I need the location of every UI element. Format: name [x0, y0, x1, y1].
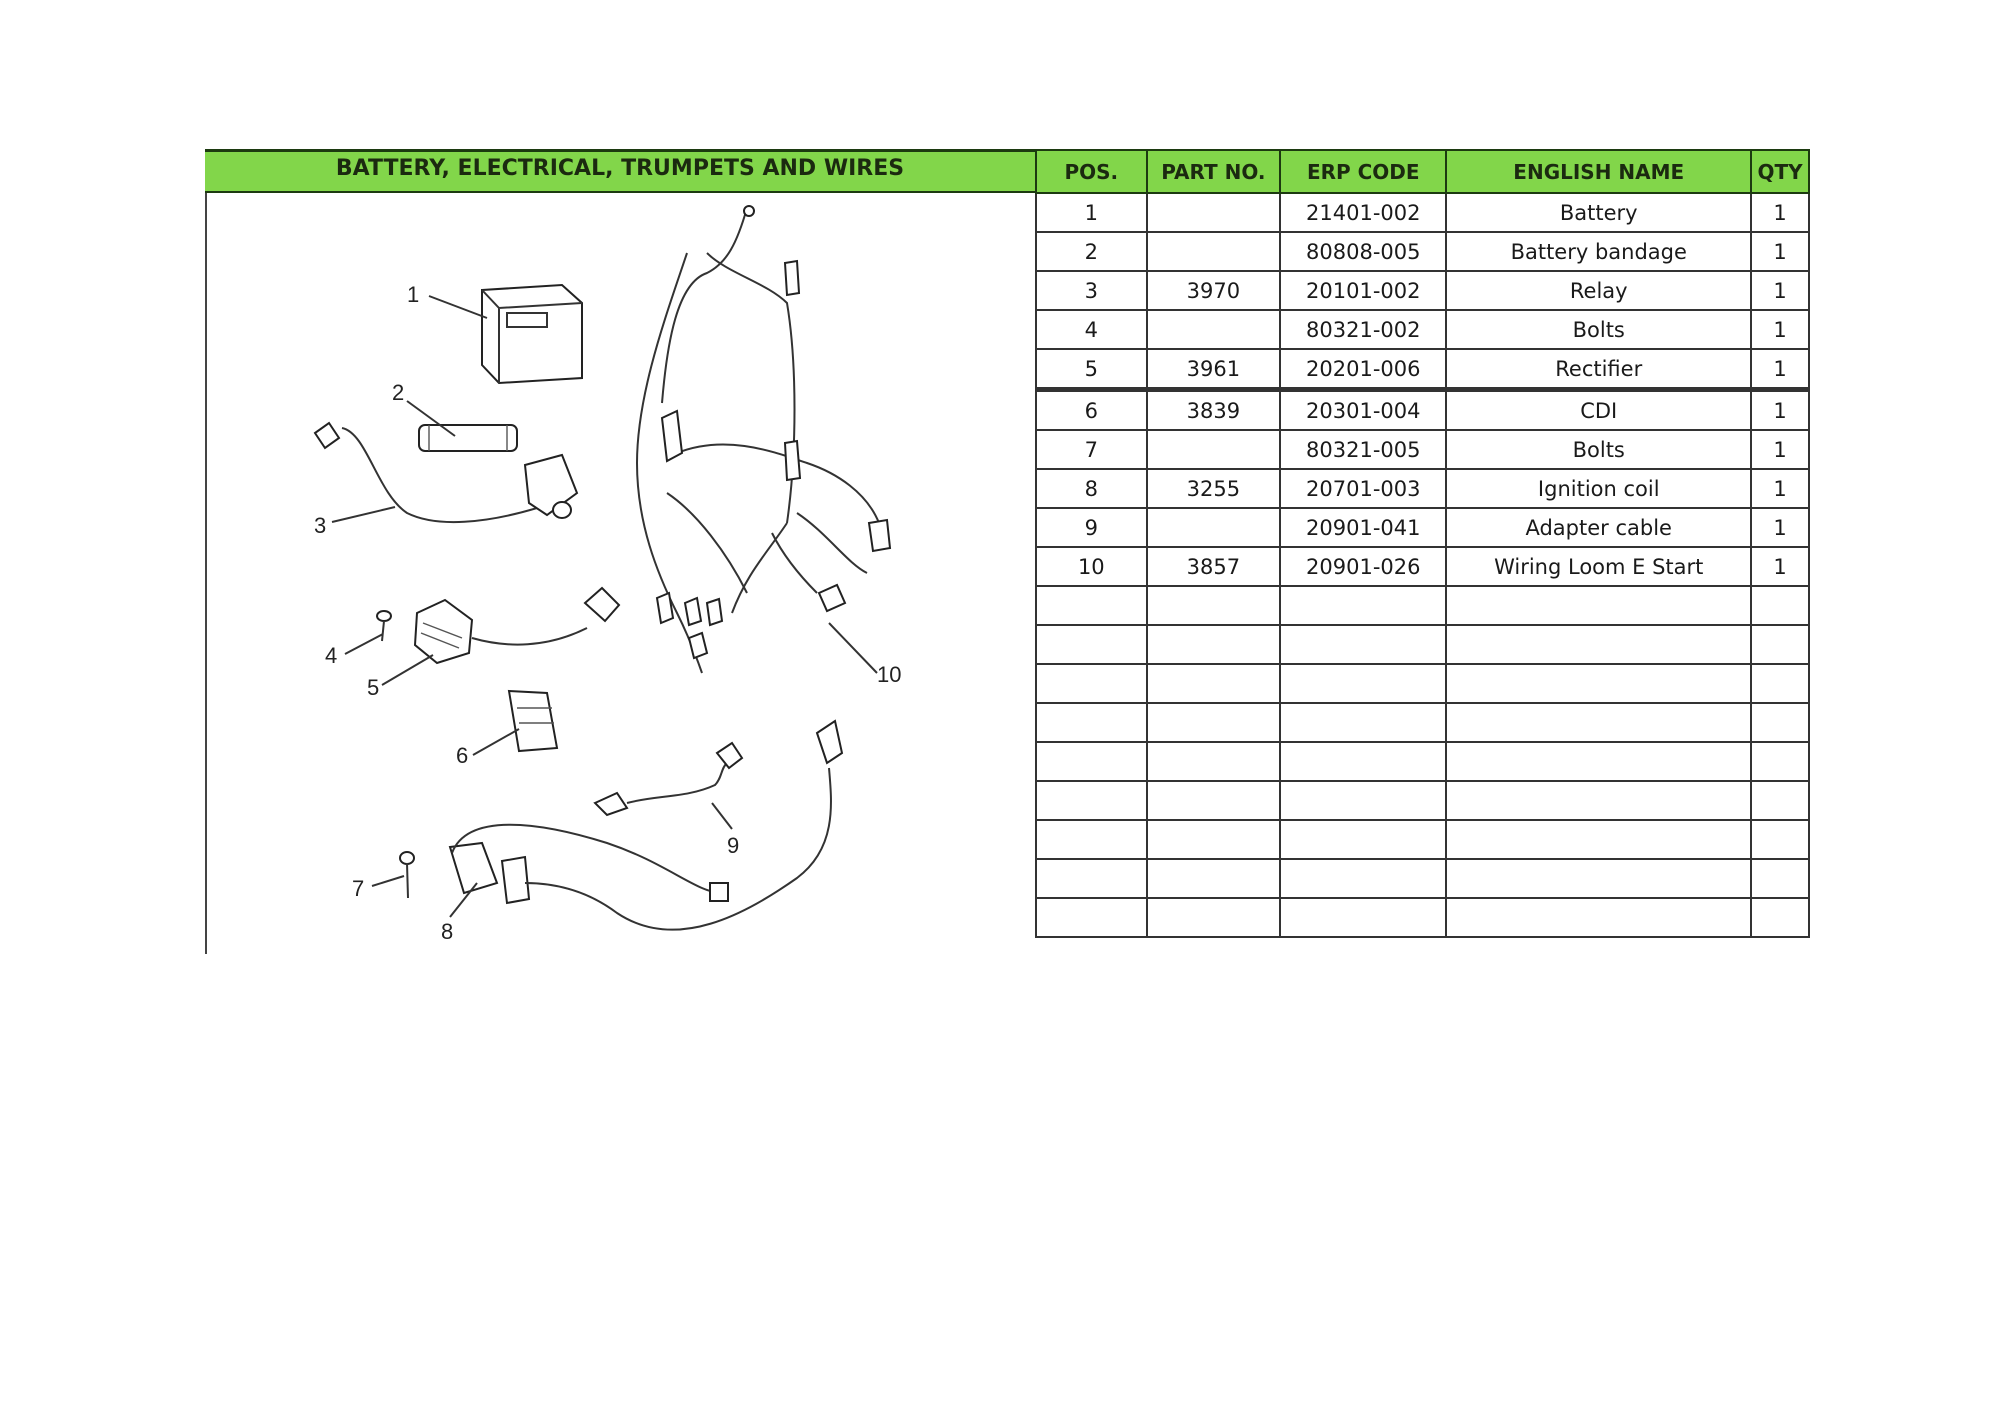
battery-part	[482, 285, 582, 383]
table-row	[1036, 310, 1809, 349]
table-row	[1036, 547, 1809, 586]
cell-name: Ignition coil	[1446, 469, 1751, 508]
empty-row	[1036, 664, 1809, 703]
cell-name: Rectifier	[1446, 349, 1751, 390]
cell-pos: 1	[1036, 193, 1147, 232]
empty-row	[1036, 859, 1809, 898]
cell-name: Battery bandage	[1446, 232, 1751, 271]
leader-1	[429, 296, 487, 318]
table-row	[1036, 469, 1809, 508]
exploded-parts-diagram	[205, 193, 1035, 954]
table-row	[1036, 271, 1809, 310]
cell-pos: 4	[1036, 310, 1147, 349]
cell-pos: 7	[1036, 430, 1147, 469]
cell-qty: 1	[1751, 469, 1809, 508]
adapter-cable-part	[595, 743, 742, 815]
table-row	[1036, 508, 1809, 547]
callout-5: 5	[367, 675, 380, 700]
cell-pos: 2	[1036, 232, 1147, 271]
callout-7: 7	[352, 876, 365, 901]
table-header-row	[1036, 150, 1809, 193]
cell-erp-code: 80321-002	[1280, 310, 1446, 349]
cell-qty: 1	[1751, 271, 1809, 310]
cell-part-no: 3857	[1147, 547, 1280, 586]
empty-row	[1036, 742, 1809, 781]
cell-erp-code: 20901-041	[1280, 508, 1446, 547]
cell-part-no	[1147, 193, 1280, 232]
empty-row	[1036, 625, 1809, 664]
table-row	[1036, 232, 1809, 271]
empty-row	[1036, 703, 1809, 742]
cell-erp-code: 20701-003	[1280, 469, 1446, 508]
cell-erp-code: 20101-002	[1280, 271, 1446, 310]
col-header-erp-code: ERP CODE	[1280, 150, 1446, 193]
battery-bandage-part	[419, 425, 517, 451]
cell-qty: 1	[1751, 310, 1809, 349]
cell-pos: 8	[1036, 469, 1147, 508]
cell-name: Bolts	[1446, 310, 1751, 349]
cell-erp-code: 80321-005	[1280, 430, 1446, 469]
leader-4	[345, 634, 383, 654]
table-row	[1036, 349, 1809, 390]
cell-erp-code: 80808-005	[1280, 232, 1446, 271]
cell-name: Battery	[1446, 193, 1751, 232]
cell-qty: 1	[1751, 508, 1809, 547]
rectifier-part	[415, 588, 619, 663]
table-row	[1036, 430, 1809, 469]
callout-10: 10	[877, 662, 902, 687]
callout-1: 1	[407, 282, 420, 307]
empty-row	[1036, 820, 1809, 859]
col-header-qty: QTY	[1751, 150, 1809, 193]
callout-9: 9	[727, 833, 740, 858]
bolt-part-7	[400, 852, 414, 898]
cell-erp-code: 20301-004	[1280, 390, 1446, 431]
cell-name: Adapter cable	[1446, 508, 1751, 547]
cell-pos: 3	[1036, 271, 1147, 310]
empty-row	[1036, 586, 1809, 625]
wiring-loom-part	[637, 206, 890, 673]
cell-part-no	[1147, 430, 1280, 469]
leader-6	[473, 729, 519, 755]
cell-qty: 1	[1751, 193, 1809, 232]
empty-row	[1036, 781, 1809, 820]
parts-table	[1035, 149, 1810, 938]
cell-part-no	[1147, 232, 1280, 271]
cell-erp-code: 20901-026	[1280, 547, 1446, 586]
callout-6: 6	[456, 743, 469, 768]
table-row	[1036, 390, 1809, 431]
empty-row	[1036, 898, 1809, 937]
cell-name: Bolts	[1446, 430, 1751, 469]
cell-name: Relay	[1446, 271, 1751, 310]
cell-qty: 1	[1751, 547, 1809, 586]
col-header-english-name: ENGLISH NAME	[1446, 150, 1751, 193]
cell-part-no: 3961	[1147, 349, 1280, 390]
leader-9	[712, 803, 732, 829]
callout-4: 4	[325, 643, 338, 668]
cell-name: Wiring Loom E Start	[1446, 547, 1751, 586]
leader-7	[372, 876, 404, 886]
section-title: BATTERY, ELECTRICAL, TRUMPETS AND WIRES	[335, 156, 905, 181]
cell-part-no: 3839	[1147, 390, 1280, 431]
cell-qty: 1	[1751, 232, 1809, 271]
cell-part-no	[1147, 508, 1280, 547]
callout-2: 2	[392, 380, 405, 405]
diagram-svg	[207, 193, 1037, 954]
cell-pos: 6	[1036, 390, 1147, 431]
callout-3: 3	[314, 513, 327, 538]
cell-qty: 1	[1751, 390, 1809, 431]
parts-sheet	[205, 149, 1810, 954]
leader-5	[382, 655, 433, 685]
cell-pos: 9	[1036, 508, 1147, 547]
cell-qty: 1	[1751, 430, 1809, 469]
cell-part-no: 3255	[1147, 469, 1280, 508]
cell-pos: 10	[1036, 547, 1147, 586]
col-header-part-no: PART NO.	[1147, 150, 1280, 193]
cell-part-no	[1147, 310, 1280, 349]
leader-10	[829, 623, 877, 673]
cdi-part	[509, 691, 557, 751]
col-header-pos: POS.	[1036, 150, 1147, 193]
ignition-coil-part	[450, 721, 842, 930]
cell-erp-code: 20201-006	[1280, 349, 1446, 390]
callout-8: 8	[441, 919, 454, 944]
cell-name: CDI	[1446, 390, 1751, 431]
table-row	[1036, 193, 1809, 232]
cell-qty: 1	[1751, 349, 1809, 390]
leader-3	[332, 507, 395, 522]
cell-part-no: 3970	[1147, 271, 1280, 310]
cell-erp-code: 21401-002	[1280, 193, 1446, 232]
cell-pos: 5	[1036, 349, 1147, 390]
